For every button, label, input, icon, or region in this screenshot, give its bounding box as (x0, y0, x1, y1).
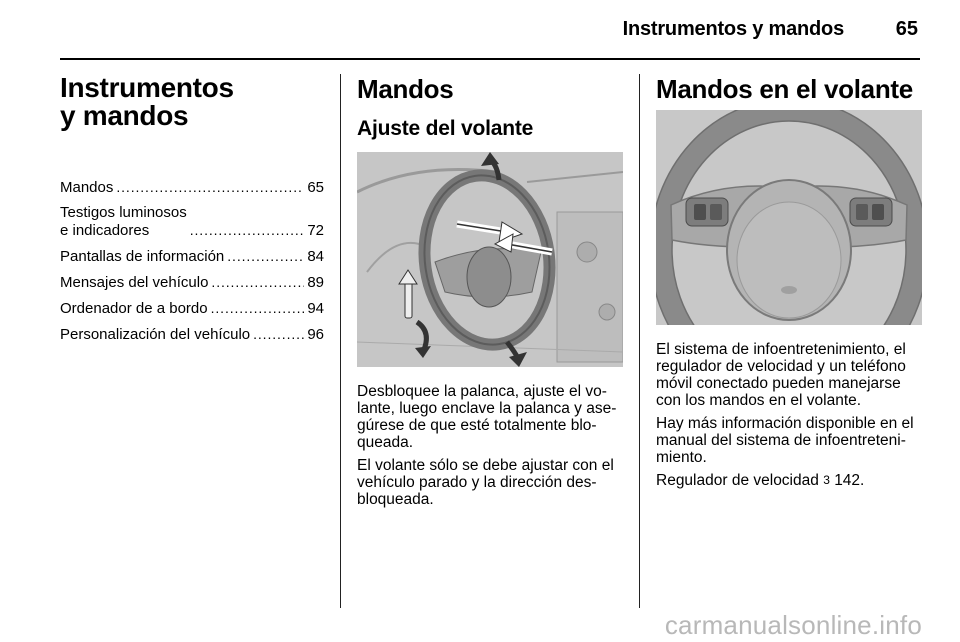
toc-leader-dots (211, 299, 305, 318)
toc-entry-page: 65 (307, 179, 324, 196)
header-rule (60, 58, 920, 60)
toc-entry[interactable] (60, 299, 324, 318)
toc-entry-page: 84 (307, 248, 324, 265)
toc-leader-dots (190, 221, 305, 240)
paragraph: Hay más información disponible en el manual del sistema de infoentreteni-miento. (656, 415, 914, 466)
toc-entry[interactable] (60, 273, 324, 292)
watermark: carmanualsonline.info (664, 610, 922, 640)
running-header-title: Instrumentos y mandos (622, 18, 844, 40)
steering-adjustment-illustration (357, 152, 623, 367)
toc-leader-dots (211, 273, 304, 292)
toc-leader-dots (253, 325, 304, 344)
cross-reference[interactable] (656, 472, 922, 489)
page-reference-icon: 3 (823, 473, 830, 487)
toc-entry-label: Mandos (60, 179, 114, 196)
toc-entry-label: Ordenador de a bordo (60, 300, 208, 317)
toc-entry-label: Pantallas de información (60, 248, 225, 265)
steering-wheel-controls-illustration (656, 110, 922, 325)
toc-leader-dots (116, 178, 304, 197)
chapter-column (60, 74, 324, 351)
toc-entry-page: 94 (307, 300, 324, 317)
column-divider-2 (639, 74, 640, 608)
toc-entry-label: Mensajes del vehículo (60, 274, 209, 291)
cross-reference-page: 142. (834, 472, 865, 489)
toc-entry-page: 89 (307, 274, 324, 291)
paragraph: Desbloquee la palanca, ajuste el vo-lante, luego enclave la palanca y ase-gúrese de que esté totalmente blo-queada. (357, 383, 617, 451)
mandos-volante-column (656, 74, 922, 495)
toc-entry[interactable] (60, 178, 324, 197)
toc-entry[interactable] (60, 325, 324, 344)
toc-entry-label: Testigos luminosos e indicadores (60, 204, 187, 239)
section-title-mandos: Mandos (357, 74, 454, 104)
chapter-toc (60, 178, 324, 344)
mandos-column (357, 74, 623, 514)
toc-entry-label: Personalización del vehículo (60, 326, 251, 343)
chapter-title-line-2: y mandos (60, 100, 189, 131)
section-title-mandos-volante: Mandos en el volante (656, 74, 913, 104)
paragraph: El volante sólo se debe ajustar con el vehículo parado y la dirección des-bloqueada. (357, 457, 614, 508)
cross-reference-label: Regulador de velocidad (656, 472, 819, 489)
subsection-title-ajuste: Ajuste del volante (357, 117, 534, 140)
toc-entry[interactable] (60, 247, 324, 266)
page-number: 65 (895, 18, 918, 40)
column-divider-1 (340, 74, 341, 608)
toc-entry[interactable] (60, 204, 324, 240)
toc-leader-dots (227, 247, 304, 266)
toc-entry-page: 96 (307, 326, 324, 343)
chapter-title (60, 74, 324, 130)
mandos-volante-text (656, 341, 922, 489)
chapter-title-line-1: Instrumentos (60, 72, 234, 103)
paragraph: El sistema de infoentretenimiento, el regulador de velocidad y un teléfono móvil conectado pueden manejarse con los mandos en el volante. (656, 341, 906, 409)
mandos-text (357, 383, 623, 508)
toc-entry-page: 72 (307, 222, 324, 239)
